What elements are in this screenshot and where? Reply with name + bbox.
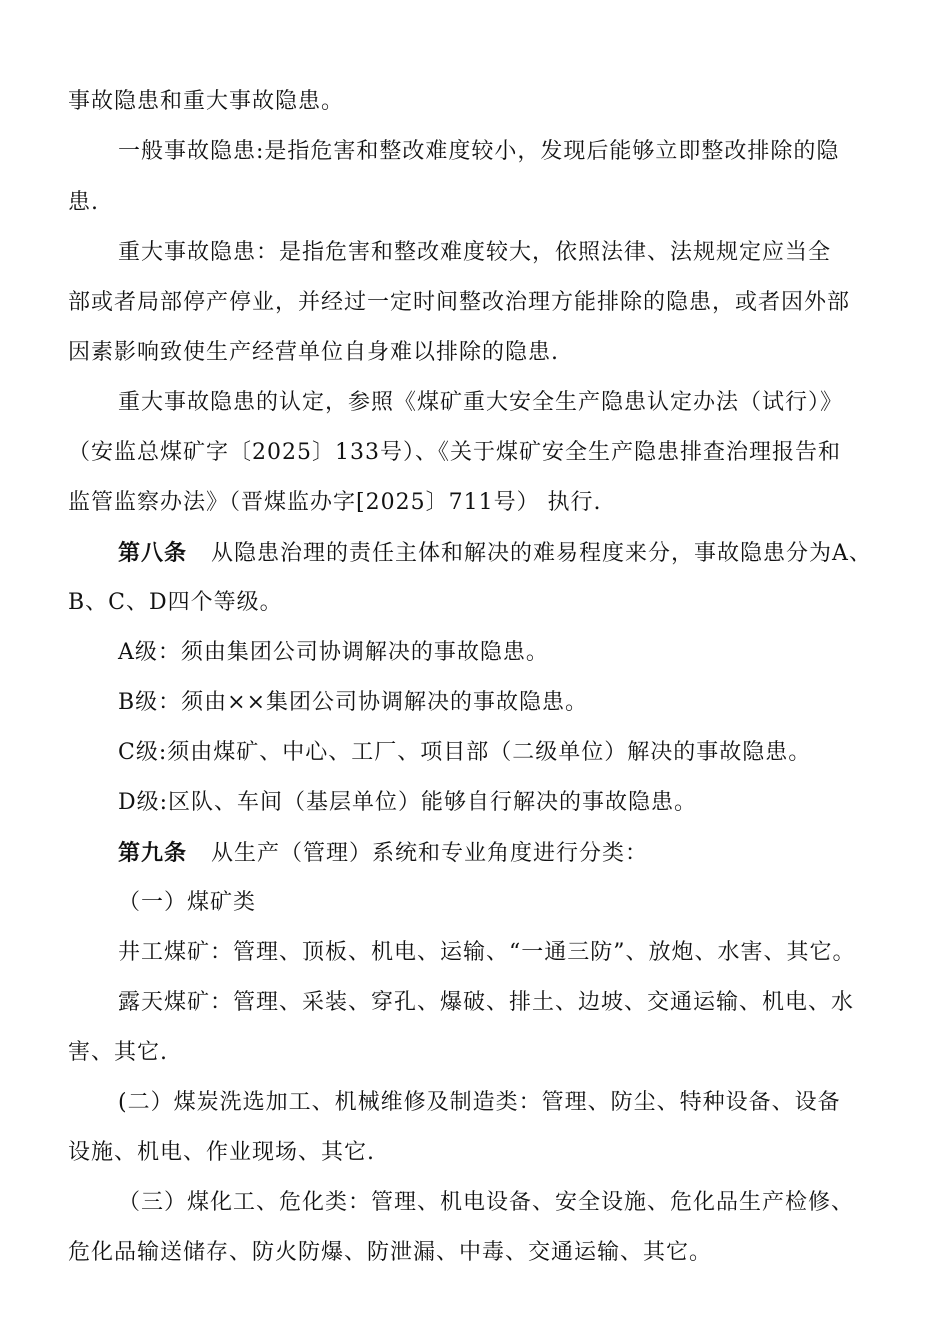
text-line: 事故隐患和重大事故隐患。	[68, 89, 345, 114]
section-heading: （一）煤矿类	[118, 890, 257, 915]
article-8-text: 从隐患治理的责任主体和解决的难易程度来分，事故隐患分为A、	[211, 541, 872, 566]
text-line: 部或者局部停产停业，并经过一定时间整改治理方能排除的隐患，或者因外部	[68, 290, 851, 315]
text-line: 露天煤矿：管理、采装、穿孔、爆破、排土、边坡、交通运输、机电、水	[118, 990, 855, 1015]
text-line: 监管监察办法》（晋煤监办字[2025〕711号） 执行.	[68, 490, 602, 515]
text-line: 危化品输送储存、防火防爆、防泄漏、中毒、交通运输、其它。	[68, 1240, 713, 1265]
text-line: （安监总煤矿字〔2025〕133号）、《关于煤矿安全生产隐患排查治理报告和	[68, 440, 841, 465]
text-line: (二）煤炭洗选加工、机械维修及制造类：管理、防尘、特种设备、设备	[118, 1090, 841, 1115]
text-line: 设施、机电、作业现场、其它.	[68, 1140, 375, 1165]
grade-b-line: B级：须由××集团公司协调解决的事故隐患。	[118, 690, 589, 715]
text-line: 井工煤矿：管理、顶板、机电、运输、“一通三防”、放炮、水害、其它。	[118, 940, 856, 965]
article-8-label: 第八条	[118, 540, 188, 566]
text-line: 重大事故隐患：是指危害和整改难度较大，依照法律、法规规定应当全	[118, 240, 832, 265]
text-line: 害、其它.	[68, 1040, 168, 1065]
article-9-text: 从生产（管理）系统和专业角度进行分类：	[211, 841, 649, 866]
text-line: 重大事故隐患的认定，参照《煤矿重大安全生产隐患认定办法（试行）》	[118, 390, 844, 415]
article-9-label: 第九条	[118, 840, 188, 866]
text-line: 患.	[68, 190, 99, 215]
grade-d-line: D级:区队、车间（基层单位）能够自行解决的事故隐患。	[118, 790, 698, 815]
text-line: B、C、D四个等级。	[68, 590, 283, 615]
text-line: （三）煤化工、危化类：管理、机电设备、安全设施、危化品生产检修、	[118, 1190, 855, 1215]
article-8-line	[118, 538, 888, 569]
text-line: 因素影响致使生产经营单位自身难以排除的隐患.	[68, 340, 559, 365]
text-line: 一般事故隐患:是指危害和整改难度较小，发现后能够立即整改排除的隐	[118, 139, 840, 164]
grade-a-line: A级：须由集团公司协调解决的事故隐患。	[118, 640, 549, 665]
grade-c-line: C级:须由煤矿、中心、工厂、项目部（二级单位）解决的事故隐患。	[118, 740, 812, 765]
article-9-line	[118, 838, 888, 869]
